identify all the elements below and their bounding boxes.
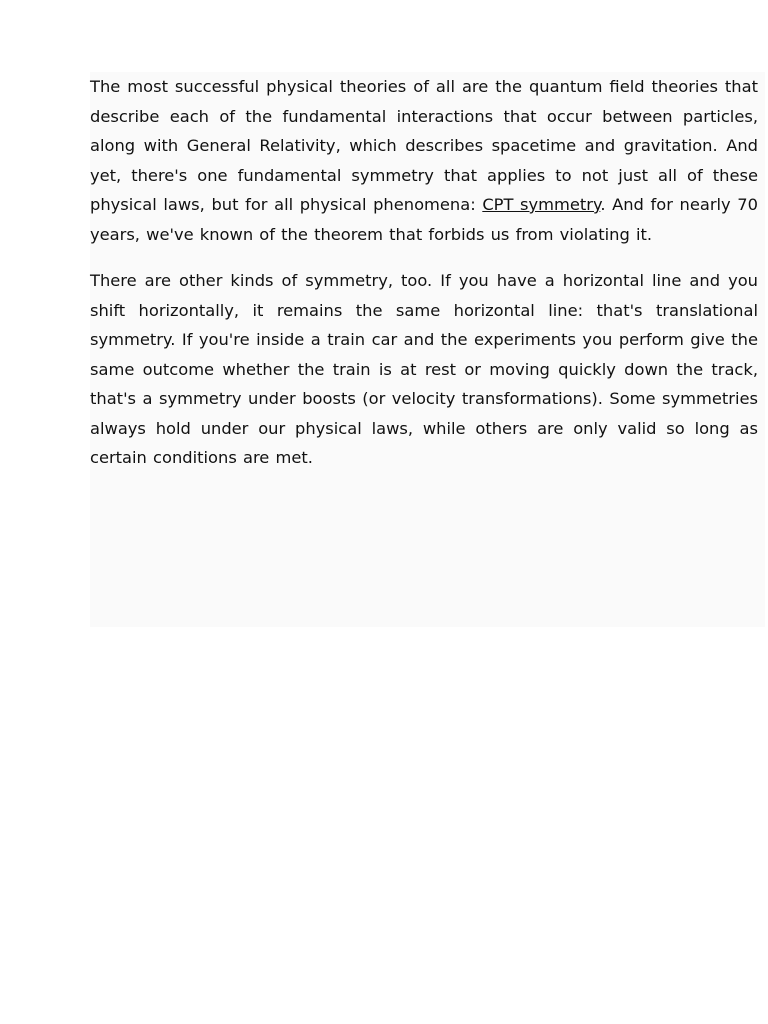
article-body — [90, 72, 758, 490]
paragraph-1-text-after-link: . And for nearly 70 years, we've known of the theorem that forbids us from violating it. — [90, 195, 758, 244]
paragraph-symmetry-kinds: There are other kinds of symmetry, too. If you have a horizontal line and you shift horizontally, it remains the same horizontal line: that's translational symmetry. If you're inside a train car and the experiments you perform give the same outcome whether the train is at rest or moving quickly down the track, that's a symmetry under boosts (or velocity transformations). Some symmetries always hold under our physical laws, while others are only valid so long as certain conditions are met. — [90, 271, 758, 467]
cpt-symmetry-link[interactable]: CPT symmetry — [482, 195, 601, 214]
paragraph-1-text-before-link: The most successful physical theories of all are the quantum field theories that describe each of the fundamental interactions that occur between particles, along with General Relativity, which describes spacetime and gravitation. And yet, there's one fundamental symmetry that applies to not just all of these physical laws, but for all physical phenomena: — [90, 77, 758, 214]
paragraph-cpt-intro — [90, 72, 758, 249]
